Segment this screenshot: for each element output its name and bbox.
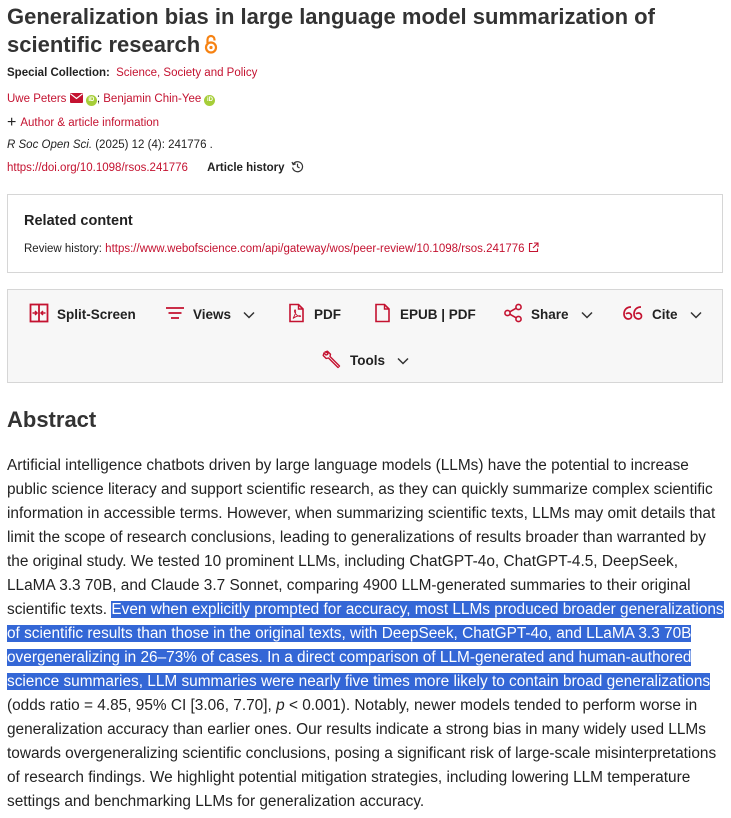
mail-icon[interactable] — [70, 92, 83, 108]
tools-icon — [322, 349, 342, 372]
views-label: Views — [193, 307, 232, 322]
orcid-icon[interactable]: iD — [86, 95, 97, 106]
related-content-box — [7, 194, 723, 273]
external-link-icon[interactable] — [528, 242, 539, 256]
pdf-label: PDF — [314, 307, 341, 322]
special-collection-label: Special Collection: — [7, 67, 110, 79]
open-access-icon — [204, 33, 218, 61]
split-screen-button[interactable] — [29, 303, 136, 326]
abstract-heading: Abstract — [7, 407, 97, 432]
share-button[interactable] — [503, 303, 593, 326]
doi-link[interactable]: https://doi.org/10.1098/rsos.241776 — [7, 162, 188, 174]
citation-details: (2025) 12 (4): 241776 . — [95, 139, 213, 151]
split-screen-icon — [29, 303, 49, 326]
author-info-link[interactable]: Author & article information — [20, 117, 160, 129]
review-history-label: Review history: — [24, 243, 102, 255]
history-icon[interactable] — [291, 160, 304, 178]
epub-icon — [372, 303, 392, 326]
author-separator: ; — [96, 93, 101, 105]
chevron-down-icon — [581, 307, 593, 322]
special-collection-link[interactable]: Science, Society and Policy — [116, 67, 258, 79]
chevron-down-icon — [690, 307, 702, 322]
cite-label: Cite — [652, 307, 678, 322]
abstract-text-after: < 0.001). Notably, newer models tended to perform worse in generalization accuracy than earlier ones. Our results indicate a strong bias in many widely used LLMs towards overgeneralizing scientific conclusions, posing a significant risk of large-scale misinterpretations of research findings. We highlight potential mitigation strategies, including lowering LLM temperature settings and benchmarking LLMs for generalization accuracy. — [7, 697, 717, 810]
abstract-text-before: Artificial intelligence chatbots driven by large language models (LLMs) have the potential to increase public science literacy and support scientific research, as they can quickly summarize complex scientific information in accessible terms. However, when summarizing scientific texts, LLMs may omit details that limit the scope of research conclusions, leading to generalizations of results broader than warranted by the original study. We tested 10 prominent LLMs, including ChatGPT-4o, ChatGPT-4.5, DeepSeek, LLaMA 3.3 70B, and Claude 3.7 Sonnet, comparing 4900 LLM-generated summaries to their original scientific texts. — [7, 457, 716, 618]
author-info-toggle[interactable] — [7, 115, 159, 131]
abstract-p-symbol: p — [276, 697, 285, 714]
abstract-stat-text: (odds ratio = 4.85, 95% CI [3.06, 7.70], — [7, 697, 272, 714]
article-title-text: Generalization bias in large language model summarization of scientific research — [7, 4, 655, 57]
article-toolbar — [7, 289, 723, 383]
split-screen-label: Split-Screen — [57, 307, 136, 322]
views-icon — [165, 303, 185, 326]
cite-icon — [622, 303, 644, 326]
review-history — [24, 242, 539, 256]
author-uwe-peters[interactable]: Uwe Peters — [7, 93, 67, 105]
epub-button[interactable] — [372, 303, 476, 326]
authors-line — [7, 91, 215, 108]
author-benjamin-chin-yee[interactable]: Benjamin Chin-Yee — [103, 93, 202, 105]
chevron-down-icon — [243, 307, 255, 322]
abstract-selected-text: Even when explicitly prompted for accuracy, most LLMs produced broader generalizations of scientific results than those in the original texts, with DeepSeek, ChatGPT-4o, and LLaMA 3.3 70B overgeneralizing in 26–73% of cases. In a direct comparison of LLM-generated and human-authored science summaries, LLM summaries were nearly five times more likely to contain broad generalizations — [7, 601, 724, 690]
orcid-icon[interactable]: iD — [204, 95, 215, 106]
journal-name: R Soc Open Sci. — [7, 139, 93, 151]
plus-icon: + — [7, 114, 17, 131]
abstract-body — [7, 454, 725, 814]
epub-label: EPUB | PDF — [400, 307, 476, 322]
review-history-link[interactable]: https://www.webofscience.com/api/gateway/wos/peer-review/10.1098/rsos.241776 — [105, 243, 525, 255]
cite-button[interactable] — [622, 303, 702, 326]
citation-line — [7, 137, 213, 153]
doi-line — [7, 160, 304, 178]
special-collection — [7, 65, 257, 81]
pdf-button[interactable] — [286, 303, 341, 326]
tools-button[interactable] — [322, 349, 409, 372]
views-button[interactable] — [165, 303, 255, 326]
share-icon — [503, 303, 523, 326]
chevron-down-icon — [397, 353, 409, 368]
pdf-icon — [286, 303, 306, 326]
article-history-button[interactable]: Article history — [207, 162, 285, 174]
article-title — [7, 3, 697, 61]
share-label: Share — [531, 307, 569, 322]
tools-label: Tools — [350, 353, 385, 368]
related-content-heading: Related content — [24, 213, 133, 229]
